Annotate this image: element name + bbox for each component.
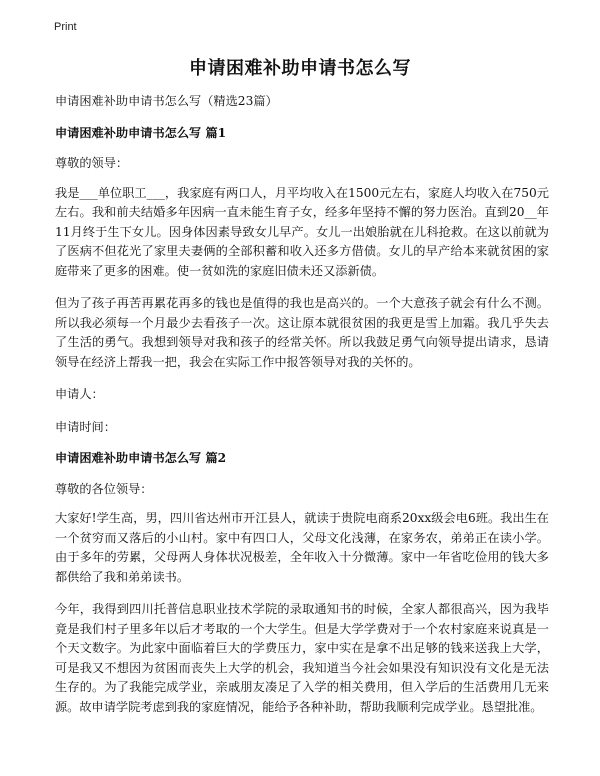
section-1 (55, 124, 549, 438)
greeting: 尊敬的领导： (55, 156, 129, 170)
applicant-line: 申请人： (55, 387, 104, 401)
paragraph: 我是___单位职工___，我家庭有两口人，月平均收入在1500元左右，家庭人均收入在750元左右。我和前夫结婚多年因病一直未能生育子女，经多年坚持不懈的努力医治。直到20__年11月终于生下女儿。因身体因素导致女儿早产。女儿一出娘胎就在儿科抢救。在这以前就为了医病不但花光了家里夫妻俩的全部积蓄和收入还多方借债。女儿的早产给本来就贫困的家庭带来了更多的困难。使一贫如洗的家庭旧债未还又添新债。 (55, 185, 549, 278)
paragraph: 大家好!学生高，男，四川省达州市开江县人，就读于贵院电商系20xx级会电6班。我出生在一个贫穷而又落后的小山村。家中有四口人，父母文化浅薄，在家务农，弟弟正在读小学。由于多年的劳累，父母两人身体状况极差，全年收入十分微薄。家中一年省吃俭用的钱大多都供给了我和弟弟读书。 (55, 511, 549, 584)
document-title: 申请困难补助申请书怎么写 (189, 58, 411, 79)
greeting: 尊敬的各位领导： (55, 481, 153, 496)
section-heading: 申请困难补助申请书怎么写 篇1 (55, 125, 227, 140)
document-subtitle: 申请困难补助申请书怎么写（精选23篇） (55, 94, 278, 108)
paragraph: 但为了孩子再苦再累花再多的钱也是值得的我也是高兴的。一个大意孩子就会有什么不测。所以我必须每一个月最少去看孩子一次。这让原本就很贫困的我更是雪上加霜。我几乎失去了生活的勇气。我想到领导对我和孩子的经常关怀。所以我鼓足勇气向领导提出请求，恳请领导在经济上帮我一把，我会在实际工作中报答领导对我的关怀的。 (55, 296, 549, 369)
date-line: 申请时间： (55, 419, 116, 434)
section-heading: 申请困难补助申请书怎么写 篇2 (55, 451, 227, 465)
print-link[interactable]: Print (54, 21, 77, 33)
section-2 (55, 449, 549, 717)
document-body (55, 92, 549, 727)
paragraph: 今年，我得到四川托普信息职业技术学院的录取通知书的时候，全家人都很高兴，因为我毕竟是我们村子里多年以后才考取的一个大学生。但是大学学费对于一个农村家庭来说真是一个天文数字。为此家中面临着巨大的学费压力，家中实在是拿不出足够的钱来送我上大学，可是我又不想因为贫困而丧失上大学的机会，我知道当今社会如果没有知识没有文化是无法生存的。为了我能完成学业，亲戚朋友凑足了入学的相关费用，但入学后的生活费用几无来源。故申请学院考虑到我的家庭情况，能给予各种补助，帮助我顺利完成学业。恳望批准。 (55, 602, 549, 714)
